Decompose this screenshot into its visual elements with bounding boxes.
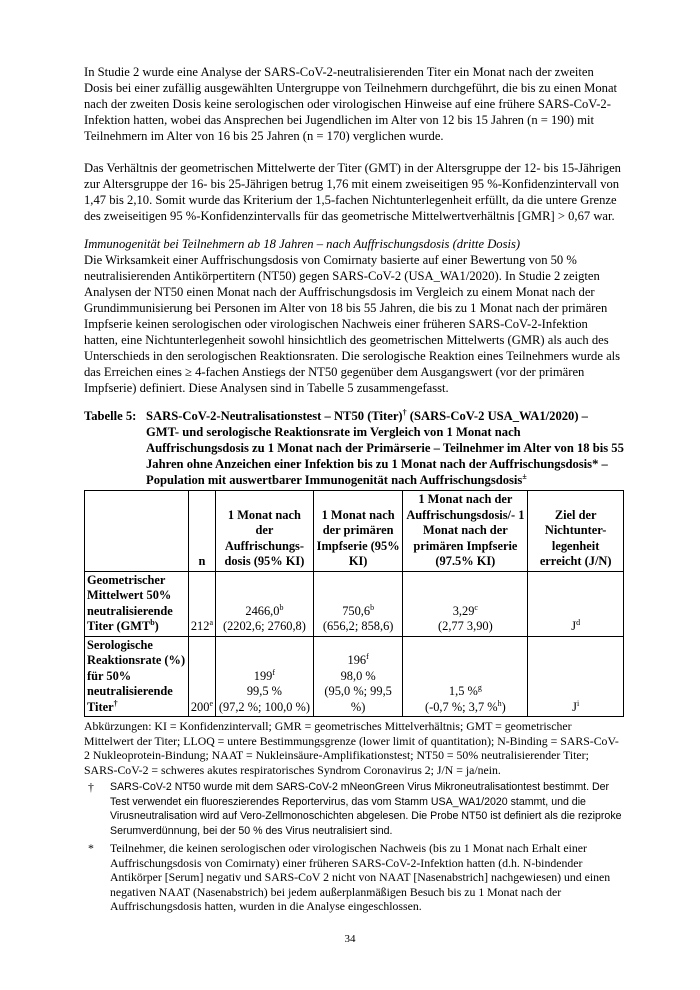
paragraph-booster-efficacy: Die Wirksamkeit einer Auffrischungsdosis von Comirnaty basierte auf einer Bewertung von 50 % neutralisierenden Antikörpertitern (NT50) gegen SARS-CoV-2 (USA_WA1/2020). In Studie 2 zeigten Analysen der NT50 einen Monat nach der Auffrischungsdosis im Vergleich zu einem Monat nach der Grundimmunisierung bei Personen im Alter von 18 bis 55 Jahren, die bis zu 1 Monat nach der primären Impfserie keinen serologischen oder virologischen Nachweis einer früheren SARS-CoV-2-Infektion hatten, eine Nichtunterlegenheit sowohl hinsichtlich des geometrischen Mittelwerts (GMR) als auch des Unterschieds in den serologischen Reaktionsraten. Die serologische Reaktion eines Teilnehmers wurde als das Erreichen eines ≥ 4-fachen Anstiegs der NT50 gegenüber dem Ausgangswert (vor der primären Impfserie) definiert. Diese Analysen sind in Tabelle 5 zusammengefasst. <box>84 253 621 395</box>
footnote-dagger <box>84 780 624 838</box>
page-number: 34 <box>344 933 356 945</box>
cell-ser-difference: 1,5 %$^g$ (-0,7 %; 3,7 %$^h$) <box>403 636 528 717</box>
footnote-asterisk-marker: * <box>88 841 94 855</box>
row-label-serologic: Serologische Reaktionsrate (%) für 50% neutralisierende Titer† <box>85 636 189 717</box>
header-noninferiority: Ziel der Nichtunter-legenheit erreicht (J/N) <box>528 491 624 572</box>
row-label-gmt: Geometrischer Mittelwert 50% neutralisierende Titer (GMT$^b$) <box>85 571 189 636</box>
cell-ser-n: 200e <box>188 636 215 717</box>
paragraph-study2-analysis: In Studie 2 wurde eine Analyse der SARS-CoV-2-neutralisierenden Titer ein Monat nach der zweiten Dosis bei einer zufällig ausgewählten Untergruppe von Teilnehmern durchgeführt, die bis zu einen Monat nach der zweiten Dosis keine serologischen oder virologischen Hinweise auf eine frühere SARS-CoV-2-Infektion hatten, wobei das Ansprechen bei Jugendlichen im Alter von 12 bis 15 Jahren (n = 190) mit Teilnehmern im Alter von 16 bis 25 Jahren (n = 170) verglichen wurde. <box>84 65 618 143</box>
footnote-dagger-marker: † <box>88 780 94 794</box>
footnote-dagger-text: SARS-CoV-2 NT50 wurde mit dem SARS-CoV-2 mNeonGreen Virus Mikroneutralisationtest bestimmt. Der Test verwendet ein fluoreszierendes Reportervirus, das vom Stamm USA_WA1/2020 stammt, und die Virusneutralisation wird auf Vero-Zellmonoschichten abgelesen. Die Probe NT50 ist definiert als die reziproke Serumverdünnung, bei der 50 % des Virus neutralisiert sind. <box>110 781 622 837</box>
results-table <box>84 490 624 717</box>
header-booster: 1 Monat nach der Auffrischungs-dosis (95% KI) <box>216 491 314 572</box>
cell-gmt-booster: 2466,0$^b$ (2202,6; 2760,8) <box>216 571 314 636</box>
cell-ser-primary: 196$^f$ 98,0 % (95,0 %; 99,5 %) <box>313 636 403 717</box>
header-n: n <box>188 491 215 572</box>
table-caption-text: SARS-CoV-2-Neutralisationstest – NT50 (Titer)† (SARS-CoV-2 USA_WA1/2020) – GMT- und serologische Reaktionsrate im Vergleich von 1 Monat nach Auffrischungsdosis zu 1 Monat nach der Primärserie – Teilnehmer im Alter von 18 bis 55 Jahren ohne Anzeichen einer Infektion bis zu 1 Monat nach der Auffrischungsdosis* – Population mit auswertbarer Immunogenität nach Auffrischungsdosis± <box>146 407 624 487</box>
table-header-row <box>85 491 624 572</box>
cell-gmt-noninferiority: $J^d$ <box>528 571 624 636</box>
cell-gmt-n: 212$^a$ <box>188 571 215 636</box>
footnote-asterisk <box>84 841 624 914</box>
document-page <box>84 64 624 914</box>
table-caption <box>84 408 624 488</box>
cell-gmt-ratio: 3,29$^c$ (2,77 3,90) <box>403 571 528 636</box>
paragraph-gmt-ratio: Das Verhältnis der geometrischen Mittelwerte der Titer (GMT) in der Altersgruppe der 12- bis 15-Jährigen zur Altersgruppe der 16- bis 25-Jährigen betrug 1,76 mit einem zweiseitigen 95 %-Konfidenzintervall von 1,47 bis 2,10. Somit wurde das Kriterium der 1,5-fachen Nichtunterlegenheit erfüllt, da die untere Grenze des zweiseitigen 95 %-Konfidenzintervalls für das geometrische Mittelwertverhältnis [GMR] > 0,67 war. <box>84 161 621 223</box>
section-subheading: Immunogenität bei Teilnehmern ab 18 Jahren – nach Auffrischungsdosis (dritte Dosis) <box>84 237 521 251</box>
table-row-gmt <box>85 571 624 636</box>
header-ratio: 1 Monat nach der Auffrischungsdosis/- 1 Monat nach der primären Impfserie (97.5% KI) <box>403 491 528 572</box>
abbreviations-note: Abkürzungen: KI = Konfidenzintervall; GMR = geometrisches Mittelverhältnis; GMT = geometrischer Mittelwert der Titer; LLOQ = untere Bestimmungsgrenze (lower limit of quantitation); N-Binding = SARS-CoV-2 Nukleoprotein-Bindung; NAAT = Nukleinsäure-Amplifikationstest; NT50 = 50% neutralisierender Titer; SARS-CoV-2 = schweres akutes respiratorisches Syndrom Coronavirus 2; J/N = ja/nein. <box>84 719 619 777</box>
table-row-serologic <box>85 636 624 717</box>
header-empty <box>85 491 189 572</box>
table-caption-label: Tabelle 5: <box>84 409 137 423</box>
cell-ser-booster: 199$^f$ 99,5 % (97,2 %; 100,0 %) <box>216 636 314 717</box>
footnote-asterisk-text: Teilnehmer, die keinen serologischen oder virologischen Nachweis (bis zu 1 Monat nach Erhalt einer Auffrischungsdosis von Comirnaty) einer früheren SARS-CoV-2-Infektion hatten (d.h. N-bindender Antikörper [Serum] negativ und SARS-CoV 2 nicht von NAAT [Nasenabstrich] nachgewiesen) und einen negativen NAAT (Nasenabstrich) bei jedem außerplanmäßigen Besuch bis zu 1 Monat nach der Auffrischungsdosis hatten, wurden in die Analyse eingeschlossen. <box>110 841 611 913</box>
cell-gmt-primary: 750,6$^b$ (656,2; 858,6) <box>313 571 403 636</box>
header-primary: 1 Monat nach der primären Impfserie (95% KI) <box>313 491 403 572</box>
cell-ser-noninferiority: $J^i$ <box>528 636 624 717</box>
